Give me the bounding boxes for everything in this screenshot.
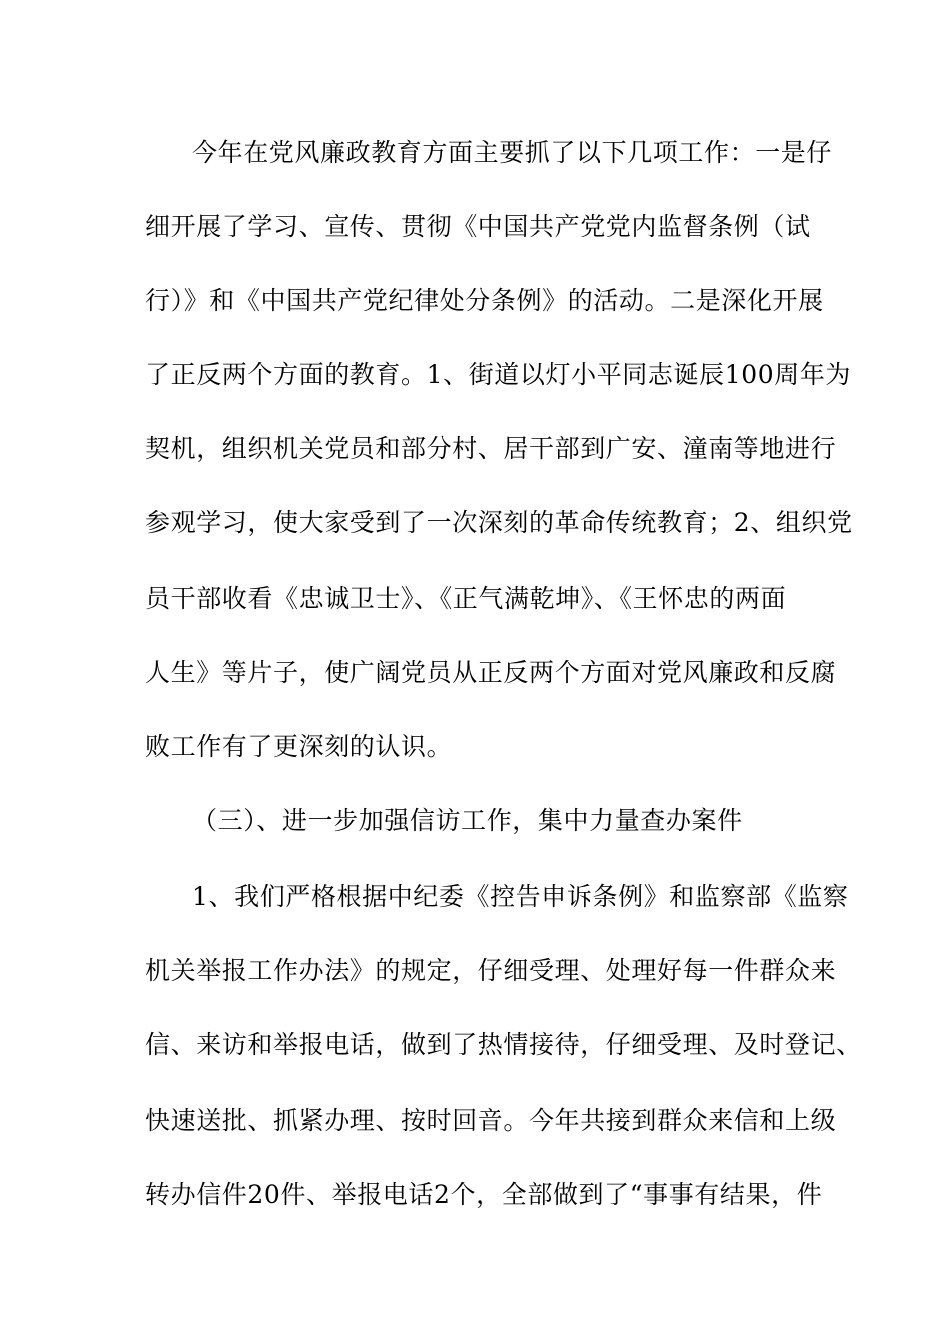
paragraph-line: 转办信件20件、举报电话2个，全部做到了“事事有结果，件 [145, 1180, 823, 1209]
paragraph-line: 行）》和《中国共产党纪律处分条例》的活动。二是深化开展 [145, 286, 824, 315]
paragraph-line: 快速送批、抓紧办理、按时回音。今年共接到群众来信和上级 [145, 1106, 837, 1135]
paragraph-line: 了正反两个方面的教育。1、街道以灯小平同志诞辰100周年为 [145, 360, 852, 389]
paragraph-line: 参观学习，使大家受到了一次深刻的革命传统教育；2、组织党 [145, 508, 853, 537]
paragraph-line: 信、来访和举报电话，做到了热情接待，仔细受理、及时登记、 [145, 1030, 862, 1059]
paragraph-line: 机关举报工作办法》的规定，仔细受理、处理好每一件群众来 [145, 956, 837, 985]
paragraph-line: 人生》等片子，使广阔党员从正反两个方面对党风廉政和反腐 [145, 658, 837, 687]
paragraph-line: 败工作有了更深刻的认识。 [145, 732, 453, 761]
paragraph-line: 1、我们严格根据中纪委《控告申诉条例》和监察部《监察 [192, 882, 849, 911]
paragraph-line: 员干部收看《忠诚卫士》、《正气满乾坤》、《王怀忠的两面 [145, 584, 787, 613]
paragraph-line: 细开展了学习、宣传、贯彻《中国共产党党内监督条例（试 [145, 212, 811, 241]
paragraph-line: 契机，组织机关党员和部分村、居干部到广安、潼南等地进行 [145, 434, 837, 463]
paragraph-line: 今年在党风廉政教育方面主要抓了以下几项工作：一是仔 [192, 138, 833, 167]
section-heading: （三）、进一步加强信访工作，集中力量查办案件 [192, 806, 743, 835]
